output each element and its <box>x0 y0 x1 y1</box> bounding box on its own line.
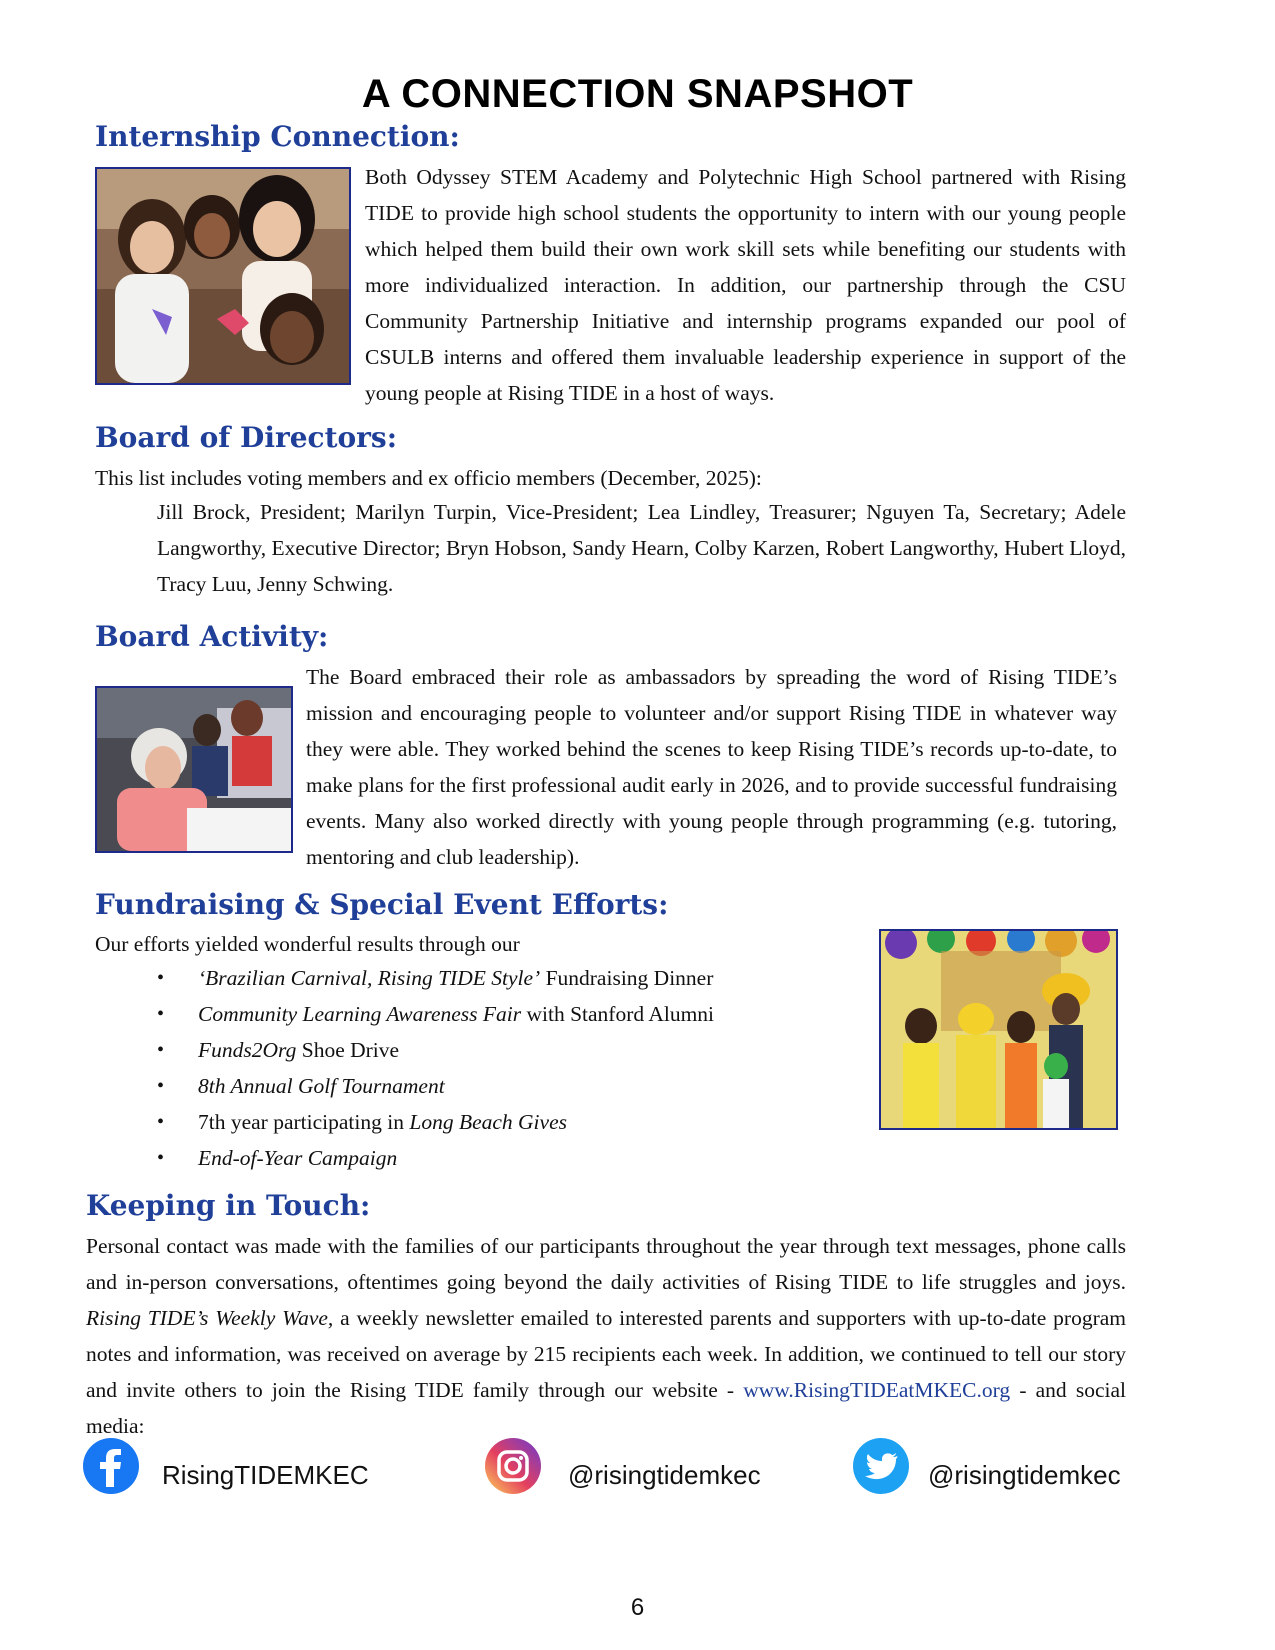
facebook-icon[interactable] <box>82 1437 140 1495</box>
board-activity-photo <box>95 686 293 853</box>
touch-text: Personal contact was made with the families of our participants throughout the year through text messages, phone calls and in-person conversations, oftentimes going beyond the daily activities of Rising TIDE to life struggles and joys. Rising TIDE’s Weekly Wave, a weekly newsletter emailed to interested parents and supporters with up-to-date program notes and information, was received on average by 215 recipients each week. In addition, we continued to tell our story and invite others to join the Rising TIDE family through our website - www.RisingTIDEatMKEC.org - and social media: <box>86 1234 1126 1438</box>
website-link[interactable]: www.RisingTIDEatMKEC.org <box>743 1378 1011 1402</box>
facebook-handle[interactable]: RisingTIDEMKEC <box>162 1460 369 1490</box>
list-item: • 8th Annual Golf Tournament <box>157 1068 857 1104</box>
instagram-icon[interactable] <box>484 1437 542 1495</box>
list-item: • End-of-Year Campaign <box>157 1140 857 1176</box>
fundraising-heading: Fundraising & Special Event Efforts: <box>95 888 669 921</box>
internship-text: Both Odyssey STEM Academy and Polytechnic High School partnered with Rising TIDE to provide high school students the opportunity to intern with our young people which helped them build their own work skill sets while benefiting our students with more individualized interaction. In addition, our partnership through the CSU Community Partnership Initiative and internship programs expanded our pool of CSULB interns and offered them invaluable leadership experience in support of the young people at Rising TIDE in a host of ways. <box>365 165 1126 405</box>
board-heading: Board of Directors: <box>95 421 398 454</box>
list-item: • Funds2Org Shoe Drive <box>157 1032 857 1068</box>
newsletter-title: Rising TIDE’s Weekly Wave, <box>86 1306 334 1330</box>
list-item: • Community Learning Awareness Fair with Stanford Alumni <box>157 996 857 1032</box>
page-title: A CONNECTION SNAPSHOT <box>361 72 914 116</box>
fundraising-list <box>157 960 857 1176</box>
internship-heading: Internship Connection: <box>95 120 460 153</box>
board-members: Jill Brock, President; Marilyn Turpin, Vice-President; Lea Lindley, Treasurer; Nguyen Ta, Secretary; Adele Langworthy, Executive Director; Bryn Hobson, Sandy Hearn, Colby Karzen, Robert Langworthy, Hubert Lloyd, Tracy Luu, Jenny Schwing. <box>157 500 1126 596</box>
twitter-icon[interactable] <box>852 1437 910 1495</box>
list-item: • 7th year participating in Long Beach Gives <box>157 1104 857 1140</box>
touch-heading: Keeping in Touch: <box>86 1189 371 1222</box>
twitter-handle[interactable]: @risingtidemkec <box>928 1460 1121 1490</box>
activity-text: The Board embraced their role as ambassadors by spreading the word of Rising TIDE’s mission and encouraging people to volunteer and/or support Rising TIDE in whatever way they were able. They worked behind the scenes to keep Rising TIDE’s records up-to-date, to make plans for the first professional audit early in 2026, and to provide successful fundraising events. Many also worked directly with young people through programming (e.g. tutoring, mentoring and club leadership). <box>306 665 1117 869</box>
instagram-handle[interactable]: @risingtidemkec <box>568 1460 761 1490</box>
board-intro: This list includes voting members and ex officio members (December, 2025): <box>95 466 762 490</box>
activity-heading: Board Activity: <box>95 620 329 653</box>
internship-photo <box>95 167 351 385</box>
carnival-photo <box>879 929 1118 1130</box>
page-number: 6 <box>630 1594 645 1621</box>
fundraising-intro: Our efforts yielded wonderful results through our <box>95 932 520 956</box>
list-item: • ‘Brazilian Carnival, Rising TIDE Style’ Fundraising Dinner <box>157 960 857 996</box>
